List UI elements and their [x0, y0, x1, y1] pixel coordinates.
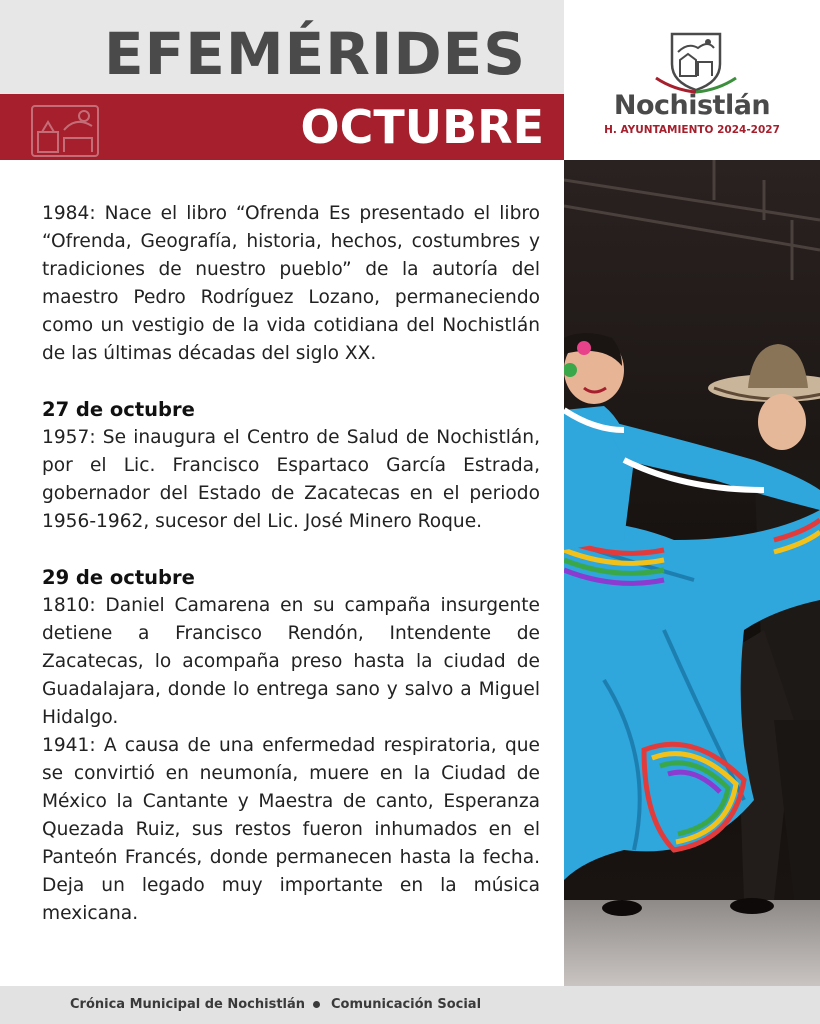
- footer-department: Comunicación Social: [331, 997, 482, 1012]
- page-title: EFEMÉRIDES: [104, 20, 526, 88]
- month-title: OCTUBRE: [300, 100, 544, 154]
- municipal-seal-icon: [654, 30, 738, 94]
- entry-paragraph: 1957: Se inaugura el Centro de Salud de Nochistlán, por el Lic. Francisco Espartaco García Estrada, gobernador del Estado de Zacatecas en el periodo 1956-1962, sucesor del Lic. José Minero Roque.: [42, 427, 540, 532]
- separator-dot-icon: [313, 1001, 320, 1008]
- footer-bar: [0, 986, 820, 1024]
- brand-subtitle: H. AYUNTAMIENTO 2024-2027: [604, 124, 780, 136]
- folk-dancers-photo: [564, 160, 820, 986]
- entry-paragraph: 1941: A causa de una enfermedad respiratoria, que se convirtió en neumonía, muere en la Ciudad de México la Cantante y Maestra de canto, Esperanza Quezada Ruiz, sus restos fueron inhumados en el Panteón Francés, donde permanecen hasta la fecha. Deja un legado muy importante en la música mexicana.: [42, 735, 540, 924]
- dancer-illustration: [564, 160, 820, 986]
- footer-credit: Crónica Municipal de Nochistlán: [70, 997, 306, 1012]
- entry-paragraph: 1984: Nace el libro “Ofrenda Es presentado el libro “Ofrenda, Geografía, historia, hechos, costumbres y tradiciones de nuestro pueblo” de la autoría del maestro Pedro Rodríguez Lozano, permaneciendo como un vestigio de la vida cotidiana del Nochistlán de las últimas décadas del siglo XX.: [42, 203, 540, 364]
- town-watermark-icon: [28, 102, 102, 160]
- spacer: [42, 368, 540, 396]
- entry-paragraph: 1810: Daniel Camarena en su campaña insurgente detiene a Francisco Rendón, Intendente de Zacatecas, lo acompaña preso hasta la ciudad de Guadalajara, donde lo entrega sano y salvo a Miguel Hidalgo.: [42, 595, 540, 728]
- brand-logo: [564, 0, 820, 160]
- efemerides-content: [42, 200, 540, 928]
- spacer: [42, 536, 540, 564]
- brand-name: Nochistlán: [613, 90, 771, 121]
- date-heading: 27 de octubre: [42, 398, 195, 421]
- date-heading: 29 de octubre: [42, 566, 195, 589]
